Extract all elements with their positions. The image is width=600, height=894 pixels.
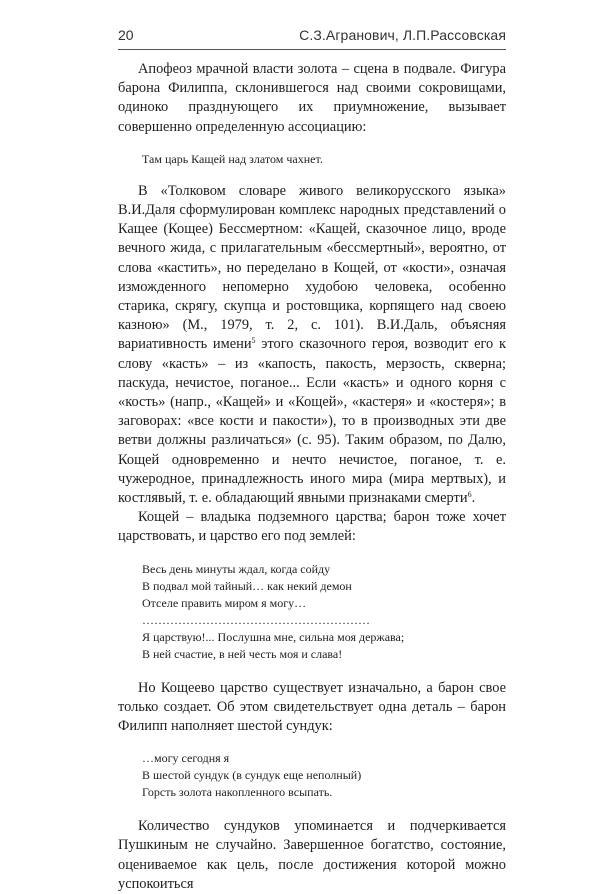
paragraph-4: Но Кощеево царство существует изначально, а барон свое только создает. Об этом свидетельствует одна деталь – барон Филипп наполняет шестой сундук: <box>118 679 506 735</box>
page-body <box>118 60 506 894</box>
paragraph-2-text-a: В «Толковом словаре живого великорусского языка» В.И.Даля сформулирован комплекс народных представлений о Кащее (Кощее) Бессмертном: «Кащей, сказочное лицо, вроде вечного жида, с прилагательным «бессмертный», вероятно, от слова «кастить», но переделано в Кощей, от «кости», означая изможденного непомерно худобою человека, особенно старика, скрягу, скупца и ростовщика, корпящего над своею казною» (М., 1979, т. 2, с. 101). В.И.Даль, объясняя вариативность имени <box>118 182 506 353</box>
verse-ellipsis-line: ………………………………………………… <box>142 612 370 627</box>
running-header <box>118 27 506 49</box>
paragraph-2-text-c: . <box>471 490 476 507</box>
verse-line: В шестой сундук (в сундук еще неполный) <box>142 768 362 783</box>
header-divider <box>118 49 506 50</box>
verse-block-2 <box>142 750 506 801</box>
running-header-authors: С.З.Агранович, Л.П.Рассовская <box>299 27 506 43</box>
paragraph-5: Количество сундуков упоминается и подчеркивается Пушкиным не случайно. Завершенное богатство, состояние, оцениваемое как цель, после достижения которой можно успокоиться <box>118 818 506 892</box>
footnote-ref-5[interactable]: 5 <box>251 336 256 346</box>
verse-line: Горсть золота накопленного всыпать. <box>142 785 333 800</box>
verse-line: Отселе править миром я могу… <box>142 595 307 610</box>
verse-line: В подвал мой тайный… как некий демон <box>142 578 352 593</box>
verse-line: Весь день минуты ждал, когда сойду <box>142 561 331 576</box>
page-number: 20 <box>118 27 134 43</box>
footnote-ref-6[interactable]: 6 <box>467 490 472 500</box>
verse-block-1 <box>142 561 506 663</box>
verse-line: …могу сегодня я <box>142 751 230 766</box>
quote-kashchei <box>142 151 506 168</box>
paragraph-2 <box>118 182 506 508</box>
paragraph-1: Апофеоз мрачной власти золота – сцена в подвале. Фигура барона Филиппа, склонившегося над своими сокровищами, одиноко празднующего их приумножение, вызывает совершенно определенную ассоциацию: <box>118 61 506 135</box>
paragraph-2-text-b: этого сказочного героя, возводит его к слову «касть» – из «капость, пакость, мерзость, скверна; паскуда, нечистое, поганое... Если «касть» и одного корня с «кость» (напр., «Кащей» и «Кощей», «кастеря» и «костеря»; в заговорах: «все кости и пакости»), то в производных эти две ветви должны различаться» (с. 95). Таким образом, по Далю, Кощей одновременно и нечто нечистое, поганое, т. е. чужеродное, принадлежность иного мира (мира мертвых), и костлявый, т. е. обладающий явными признаками смерти <box>118 336 506 507</box>
paragraph-3: Кощей – владыка подземного царства; барон тоже хочет царствовать, и царство его под землей: <box>118 509 506 545</box>
verse-line: Я царствую!... Послушна мне, сильна моя держава; <box>142 629 405 644</box>
verse-line: В ней счастие, в ней честь моя и слава! <box>142 646 343 661</box>
quote-line: Там царь Кащей над златом чахнет. <box>142 151 323 166</box>
